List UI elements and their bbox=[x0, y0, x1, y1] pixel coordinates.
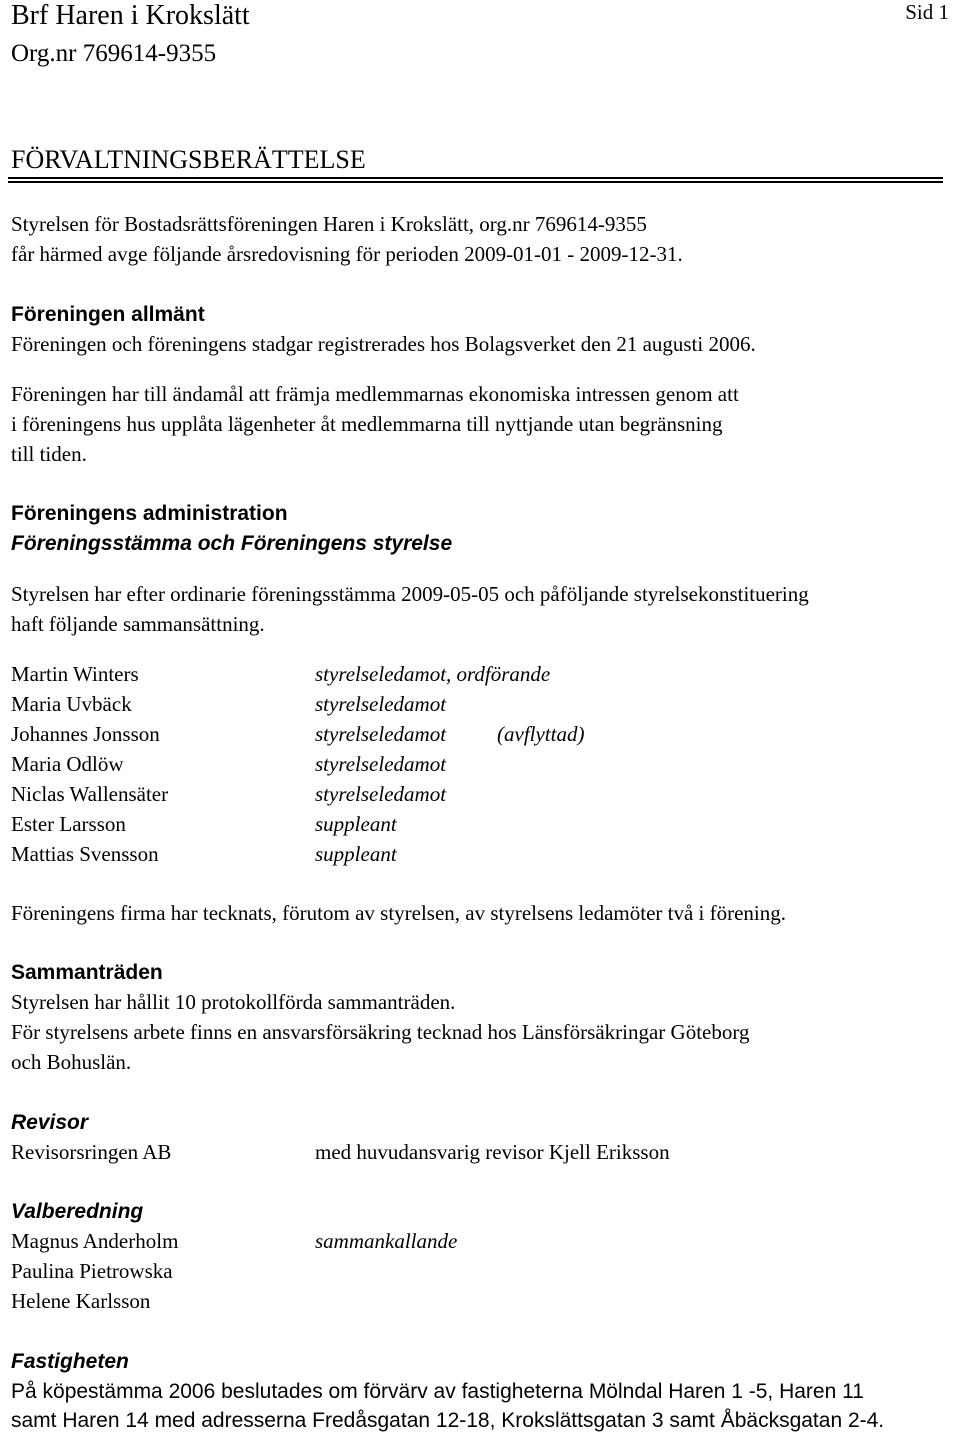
page-number: Sid 1 bbox=[905, 0, 949, 24]
board-member-note: (avflyttad) bbox=[497, 722, 585, 746]
org-number: Org.nr 769614-9355 bbox=[11, 40, 217, 67]
board-member-name: Niclas Wallensäter bbox=[11, 782, 169, 806]
title-rule-top bbox=[8, 177, 943, 179]
intro-line-1: Styrelsen för Bostadsrättsföreningen Haren i Krokslätt, org.nr 769614-9355 bbox=[11, 212, 647, 236]
board-member-name: Maria Odlöw bbox=[11, 752, 124, 776]
administration-line-1: Styrelsen har efter ordinarie föreningsstämma 2009-05-05 och påföljande styrelsekonstituering bbox=[11, 582, 809, 606]
board-member-name: Mattias Svensson bbox=[11, 842, 159, 866]
board-member-name: Johannes Jonsson bbox=[11, 722, 160, 746]
valberedning-member-name: Paulina Pietrowska bbox=[11, 1259, 173, 1283]
valberedning-member-name: Helene Karlsson bbox=[11, 1289, 151, 1313]
fastigheten-line-2: samt Haren 14 med adresserna Fredåsgatan 12-18, Krokslättsgatan 3 samt Åbäcksgatan 2-4. bbox=[11, 1409, 885, 1432]
section-heading-fastigheten: Fastigheten bbox=[11, 1350, 129, 1373]
board-member-name: Martin Winters bbox=[11, 662, 139, 686]
section-heading-administration: Föreningens administration bbox=[11, 502, 288, 525]
board-member-role: styrelseledamot bbox=[315, 782, 447, 806]
board-member-role: suppleant bbox=[315, 812, 397, 836]
revisor-detail: med huvudansvarig revisor Kjell Eriksson bbox=[315, 1140, 670, 1164]
valberedning-member-name: Magnus Anderholm bbox=[11, 1229, 179, 1253]
board-member-role: styrelseledamot bbox=[315, 722, 447, 746]
title-rule-bottom bbox=[8, 181, 943, 183]
board-member-role: styrelseledamot bbox=[315, 752, 447, 776]
subheading-styrelse: Föreningsstämma och Föreningens styrelse bbox=[11, 532, 453, 555]
section-heading-sammantraden: Sammanträden bbox=[11, 961, 163, 984]
board-member-name: Ester Larsson bbox=[11, 812, 126, 836]
signing-authority: Föreningens firma har tecknats, förutom av styrelsen, av styrelsens ledamöter två i förening. bbox=[11, 901, 787, 925]
board-member-role: styrelseledamot bbox=[315, 692, 447, 716]
sammantraden-line-2: För styrelsens arbete finns en ansvarsförsäkring tecknad hos Länsförsäkringar Göteborg bbox=[11, 1020, 750, 1044]
allmant-purpose-line-1: Föreningen har till ändamål att främja medlemmarnas ekonomiska intressen genom att bbox=[11, 382, 739, 406]
fastigheten-line-1: På köpestämma 2006 beslutades om förvärv av fastigheterna Mölndal Haren 1 -5, Haren 11 bbox=[11, 1380, 864, 1403]
sammantraden-line-3: och Bohuslän. bbox=[11, 1050, 132, 1074]
sammantraden-line-1: Styrelsen har hållit 10 protokollförda sammanträden. bbox=[11, 990, 456, 1014]
intro-line-2: får härmed avge följande årsredovisning för perioden 2009-01-01 - 2009-12-31. bbox=[11, 242, 683, 266]
valberedning-member-role: sammankallande bbox=[315, 1229, 458, 1253]
allmant-purpose-line-2: i föreningens hus upplåta lägenheter åt medlemmarna till nyttjande utan begränsning bbox=[11, 412, 723, 436]
board-member-role: styrelseledamot, ordförande bbox=[315, 662, 551, 686]
board-member-name: Maria Uvbäck bbox=[11, 692, 132, 716]
board-member-role: suppleant bbox=[315, 842, 397, 866]
section-heading-allmant: Föreningen allmänt bbox=[11, 303, 205, 326]
administration-line-2: haft följande sammansättning. bbox=[11, 612, 265, 636]
revisor-name: Revisorsringen AB bbox=[11, 1140, 172, 1164]
allmant-line-1: Föreningen och föreningens stadgar registrerades hos Bolagsverket den 21 augusti 2006. bbox=[11, 332, 756, 356]
document-title: FÖRVALTNINGSBERÄTTELSE bbox=[11, 145, 366, 174]
section-heading-valberedning: Valberedning bbox=[11, 1200, 144, 1223]
allmant-purpose-line-3: till tiden. bbox=[11, 442, 87, 466]
section-heading-revisor: Revisor bbox=[11, 1111, 89, 1134]
org-name: Brf Haren i Krokslätt bbox=[11, 0, 250, 31]
